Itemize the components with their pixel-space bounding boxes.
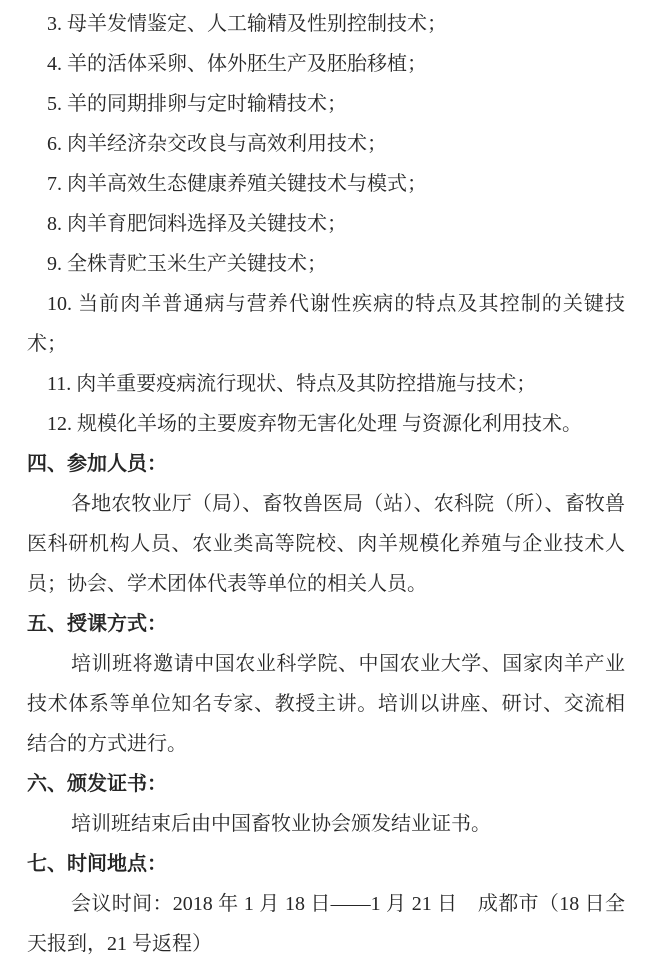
list-item-12: 12. 规模化羊场的主要废弃物无害化处理 与资源化利用技术。 <box>47 413 582 435</box>
section-heading-time-location: 七、时间地点： <box>27 853 167 875</box>
list-item-9: 9. 全株青贮玉米生产关键技术； <box>47 253 327 275</box>
section-heading-participants: 四、参加人员： <box>27 453 167 475</box>
section-body-teaching-method: 培训班将邀请中国农业科学院、中国农业大学、国家肉羊产业技术体系等单位知名专家、教授主讲。培训以讲座、研讨、交流相结合的方式进行。 <box>27 653 625 755</box>
section-body-time-location: 会议时间：2018 年 1 月 18 日——1 月 21 日 成都市（18 日全天报到，21 号返程） <box>27 893 625 955</box>
section-heading-teaching-method: 五、授课方式： <box>27 613 167 635</box>
list-item-3: 3. 母羊发情鉴定、人工输精及性别控制技术； <box>47 13 447 35</box>
list-item-7: 7. 肉羊高效生态健康养殖关键技术与模式； <box>47 173 427 195</box>
section-body-participants: 各地农牧业厅（局）、畜牧兽医局（站）、农科院（所）、畜牧兽医科研机构人员、农业类高等院校、肉羊规模化养殖与企业技术人员；协会、学术团体代表等单位的相关人员。 <box>27 493 625 595</box>
list-item-11: 11. 肉羊重要疫病流行现状、特点及其防控措施与技术； <box>47 373 537 395</box>
list-item-5: 5. 羊的同期排卵与定时输精技术； <box>47 93 347 115</box>
list-item-10: 10. 当前肉羊普通病与营养代谢性疾病的特点及其控制的关键技术； <box>27 293 625 355</box>
section-body-certificate: 培训班结束后由中国畜牧业协会颁发结业证书。 <box>71 813 491 835</box>
section-heading-certificate: 六、颁发证书： <box>27 773 167 795</box>
list-item-6: 6. 肉羊经济杂交改良与高效利用技术； <box>47 133 387 155</box>
list-item-8: 8. 肉羊育肥饲料选择及关键技术； <box>47 213 347 235</box>
list-item-4: 4. 羊的活体采卵、体外胚生产及胚胎移植； <box>47 53 427 75</box>
